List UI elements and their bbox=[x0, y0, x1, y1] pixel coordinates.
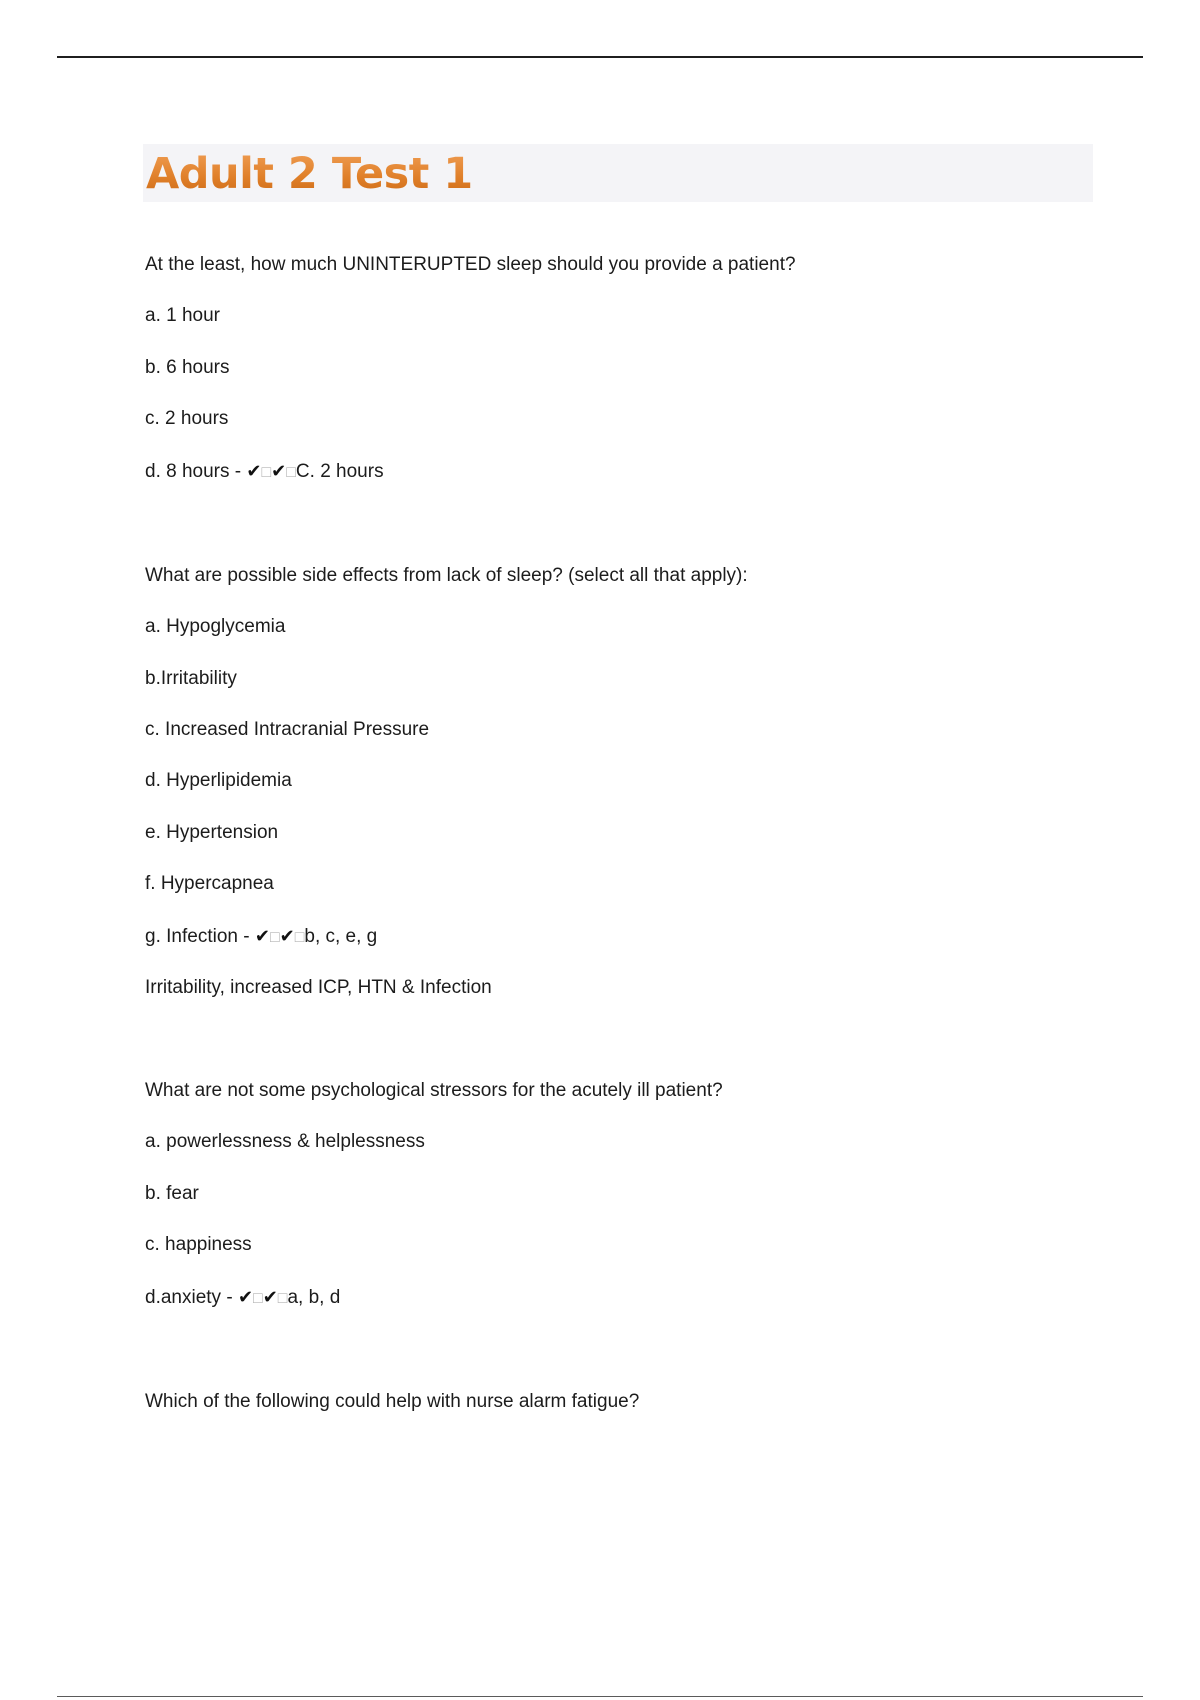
answer-separator: - bbox=[229, 461, 247, 482]
q3-option-b: b. fear bbox=[145, 1183, 199, 1204]
answer-separator: - bbox=[237, 926, 255, 947]
header-rule bbox=[57, 56, 1143, 58]
q2-option-g: g. Infection bbox=[145, 926, 238, 947]
q2-rationale: Irritability, increased ICP, HTN & Infection bbox=[145, 977, 492, 998]
box-icon: □ bbox=[269, 929, 280, 946]
document-title: Adult 2 Test 1 bbox=[146, 146, 473, 202]
footer-rule bbox=[57, 1696, 1143, 1697]
question-1-text: At the least, how much UNINTERUPTED sleep should you provide a patient? bbox=[145, 254, 796, 275]
box-icon: □ bbox=[261, 464, 272, 481]
box-icon: □ bbox=[277, 1290, 288, 1307]
q2-option-d: d. Hyperlipidemia bbox=[145, 770, 292, 791]
q2-option-c: c. Increased Intracranial Pressure bbox=[145, 719, 430, 740]
box-icon: □ bbox=[294, 929, 305, 946]
q3-option-c: c. happiness bbox=[145, 1234, 252, 1255]
q2-option-a: a. Hypoglycemia bbox=[145, 616, 286, 637]
q3-option-a: a. powerlessness & helplessness bbox=[145, 1131, 425, 1152]
q1-option-c: c. 2 hours bbox=[145, 408, 229, 429]
q1-option-a: a. 1 hour bbox=[145, 305, 220, 326]
q3-answer: a, b, d bbox=[287, 1287, 341, 1308]
check-icon: ✔ bbox=[246, 461, 262, 481]
question-4-text: Which of the following could help with nurse alarm fatigue? bbox=[145, 1391, 640, 1412]
box-icon: □ bbox=[253, 1290, 263, 1307]
answer-separator: - bbox=[221, 1287, 238, 1308]
q2-option-g-with-answer bbox=[145, 924, 377, 950]
check-icon: ✔ bbox=[254, 926, 270, 946]
q3-option-d: d.anxiety bbox=[145, 1287, 222, 1308]
box-icon: □ bbox=[286, 464, 296, 481]
q3-option-d-with-answer bbox=[145, 1285, 340, 1311]
q1-option-d-with-answer bbox=[145, 459, 384, 485]
check-icon: ✔ bbox=[279, 926, 295, 946]
check-icon: ✔ bbox=[271, 461, 287, 481]
check-icon: ✔ bbox=[262, 1287, 278, 1307]
q1-answer: C. 2 hours bbox=[295, 461, 384, 482]
q1-option-d: d. 8 hours bbox=[145, 461, 230, 482]
q2-option-f: f. Hypercapnea bbox=[145, 873, 274, 894]
question-2-text: What are possible side effects from lack of sleep? (select all that apply): bbox=[145, 565, 748, 586]
check-icon: ✔ bbox=[237, 1287, 254, 1307]
q2-option-e: e. Hypertension bbox=[145, 822, 279, 843]
question-3-text: What are not some psychological stressors for the acutely ill patient? bbox=[145, 1080, 723, 1101]
q2-option-b: b.Irritability bbox=[145, 668, 237, 689]
q2-answer: b, c, e, g bbox=[304, 926, 378, 947]
q1-option-b: b. 6 hours bbox=[145, 357, 230, 378]
